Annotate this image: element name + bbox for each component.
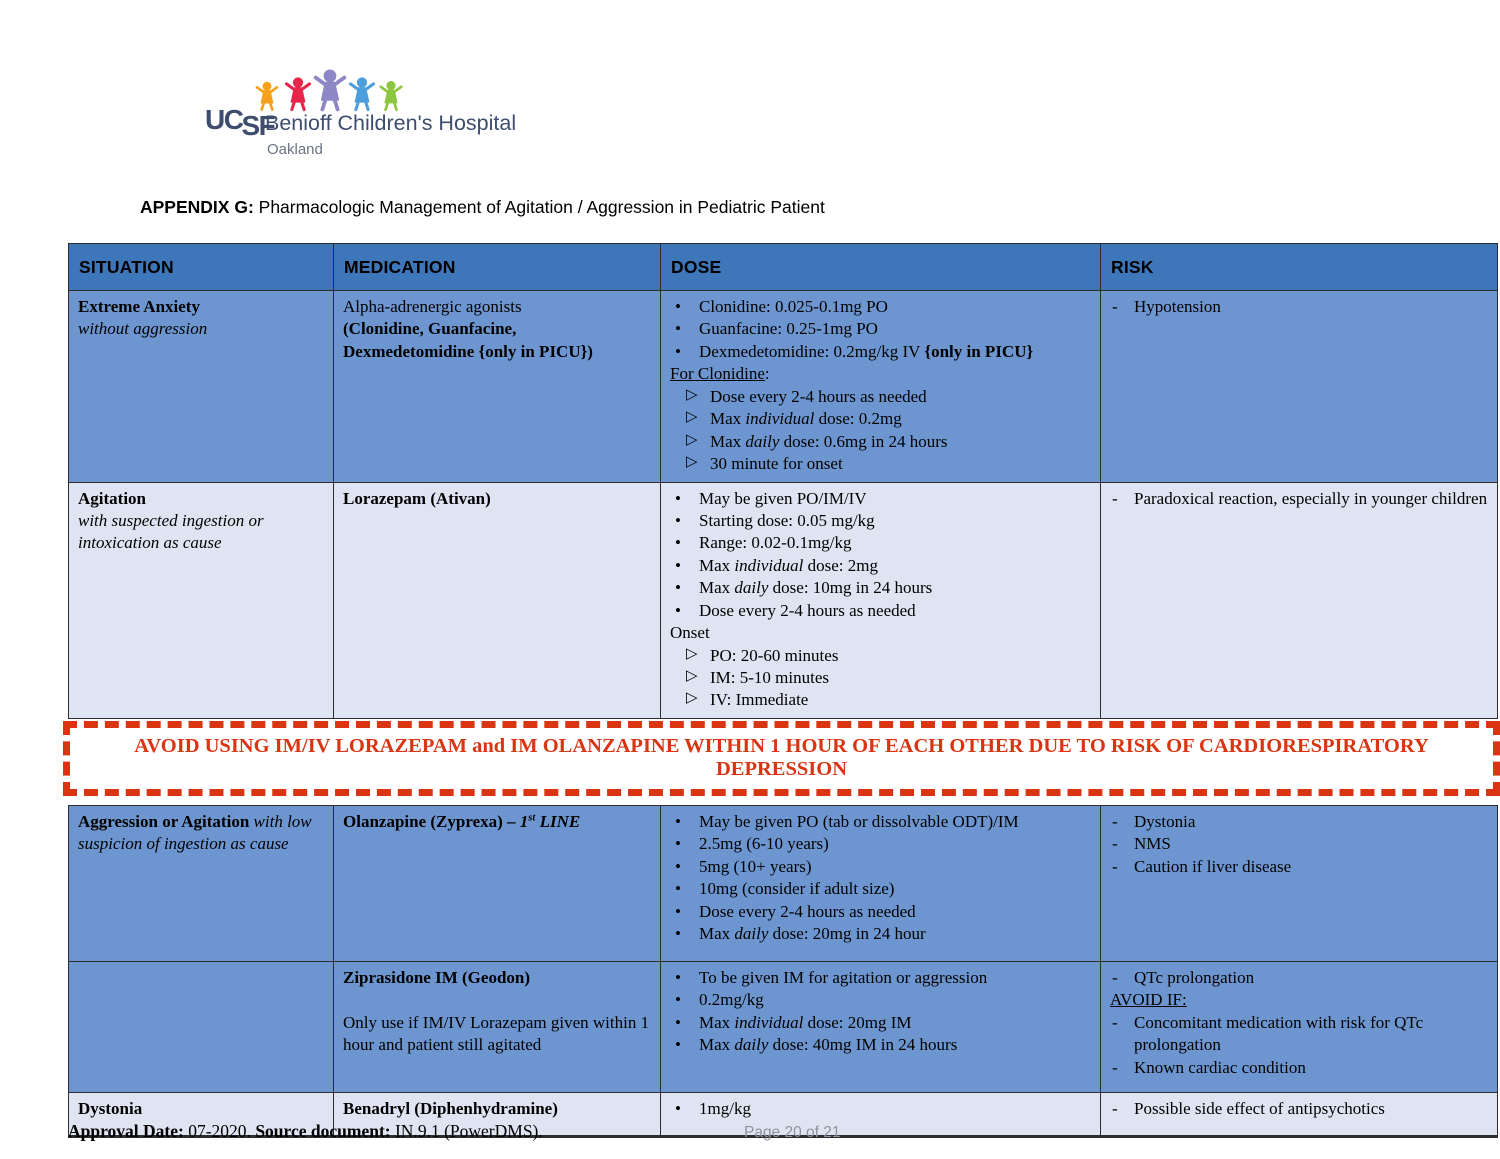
list-text: Guanfacine: 0.25-1mg PO <box>699 319 878 339</box>
warning-banner <box>63 721 1500 796</box>
list-text: Max daily dose: 20mg in 24 hour <box>699 924 926 944</box>
page-indicator: Page 20 of 21 <box>744 1124 841 1141</box>
list-text: Max individual dose: 0.2mg <box>710 409 902 429</box>
risk-cell <box>1101 1092 1498 1136</box>
list-item <box>1110 811 1488 833</box>
text-line: without aggression <box>78 319 208 339</box>
header-row <box>69 244 1498 291</box>
list-text: Hypotension <box>1134 297 1221 316</box>
text-line: Alpha-adrenergic agonists <box>343 297 522 316</box>
situation-cell <box>69 291 334 483</box>
list-item <box>670 923 1091 945</box>
child-figure-icon <box>350 77 373 109</box>
bullet-icon: • <box>675 297 681 316</box>
list-text: Dose every 2-4 hours as needed <box>699 901 916 921</box>
dash-icon: - <box>1112 811 1118 831</box>
arrow-icon: ▷ <box>686 386 698 403</box>
list-item <box>670 363 1091 385</box>
bullet-icon: • <box>675 856 681 876</box>
table-row <box>69 805 1498 961</box>
dash-icon: - <box>1112 297 1118 316</box>
dose-cell <box>661 1092 1101 1136</box>
list-item <box>670 645 1091 667</box>
list-item <box>670 577 1091 599</box>
list-text: Starting dose: 0.05 mg/kg <box>699 510 875 530</box>
bullet-icon: • <box>675 555 681 575</box>
ucsf-sf: SF <box>241 110 275 141</box>
dash-icon: - <box>1112 1057 1118 1077</box>
dose-cell <box>661 805 1101 961</box>
bullet-icon: • <box>675 924 681 944</box>
list-text: 10mg (consider if adult size) <box>699 879 895 899</box>
text-line: with suspected ingestion or intoxication as cause <box>78 510 264 553</box>
list-text: Clonidine: 0.025-0.1mg PO <box>699 297 888 316</box>
list-text: Max daily dose: 10mg in 24 hours <box>699 578 933 598</box>
text-line: Benadryl (Diphenhydramine) <box>343 1098 558 1118</box>
dose-cell <box>661 961 1101 1092</box>
appendix-table <box>68 243 1497 1138</box>
column-header-medication: MEDICATION <box>334 244 661 291</box>
dose-cell <box>661 291 1101 483</box>
list-item <box>1110 833 1488 855</box>
list-item <box>670 967 1091 989</box>
bullet-icon: • <box>675 319 681 339</box>
bullet-icon: • <box>675 834 681 854</box>
list-text: NMS <box>1134 834 1171 854</box>
list-item <box>670 1012 1091 1034</box>
list-text: 0.2mg/kg <box>699 990 764 1010</box>
hospital-name: Benioff Children's Hospital <box>265 111 517 135</box>
arrow-icon: ▷ <box>686 409 698 426</box>
medication-cell <box>334 805 661 961</box>
list-item <box>670 833 1091 855</box>
dose-cell <box>661 482 1101 718</box>
dash-icon: - <box>1112 1098 1118 1118</box>
arrow-icon: ▷ <box>686 645 698 662</box>
source-doc-value: IN.9.1 (PowerDMS). <box>390 1121 543 1141</box>
warning-text: AVOID USING IM/IV LORAZEPAM and IM OLANZAPINE WITHIN 1 HOUR OF EACH OTHER DUE TO RISK OF CARDIORESPIRATORY DEPRESSION <box>134 734 1429 780</box>
bullet-icon: • <box>675 879 681 899</box>
list-item <box>670 989 1091 1011</box>
list-text: Max daily dose: 0.6mg in 24 hours <box>710 431 948 451</box>
list-item <box>670 386 1091 408</box>
list-text: Dose every 2-4 hours as needed <box>699 600 916 620</box>
medication-cell <box>334 961 661 1092</box>
approval-date-label: Approval Date: <box>68 1121 184 1141</box>
text-line: Olanzapine (Zyprexa) – 1st LINE <box>343 811 581 831</box>
list-text: 30 minute for onset <box>710 454 843 474</box>
text-line: Agitation <box>78 488 146 508</box>
list-item <box>670 408 1091 430</box>
list-item <box>670 689 1091 711</box>
list-text: Paradoxical reaction, especially in younger children <box>1134 488 1488 508</box>
list-text: Max individual dose: 20mg IM <box>699 1012 912 1032</box>
bullet-icon: • <box>675 510 681 530</box>
ucsf-uc: UC <box>205 104 243 135</box>
bullet-icon: • <box>675 1035 681 1055</box>
warning-banner-box <box>63 721 1500 796</box>
list-text: Range: 0.02-0.1mg/kg <box>699 533 852 553</box>
table-row <box>69 291 1498 483</box>
medication-cell <box>334 482 661 718</box>
text-line: Ziprasidone IM (Geodon) <box>343 967 531 987</box>
list-item <box>670 856 1091 878</box>
list-item <box>670 901 1091 923</box>
bullet-icon: • <box>675 488 681 508</box>
text-line: Dystonia <box>78 1098 143 1118</box>
list-item <box>670 1034 1091 1056</box>
list-item <box>1110 1012 1488 1057</box>
list-item <box>670 296 1091 318</box>
list-item <box>670 600 1091 622</box>
risk-cell <box>1101 291 1498 483</box>
table-row <box>69 961 1498 1092</box>
list-item <box>670 318 1091 340</box>
arrow-icon: ▷ <box>686 431 698 448</box>
list-item <box>670 431 1091 453</box>
children-figures <box>253 64 408 114</box>
bullet-icon: • <box>675 533 681 553</box>
list-item <box>1110 989 1488 1011</box>
list-text: Concomitant medication with risk for QTc prolongation <box>1134 1012 1424 1055</box>
approval-date-value: 07-2020. <box>183 1121 256 1141</box>
list-text: PO: 20-60 minutes <box>710 645 839 665</box>
list-text: IM: 5-10 minutes <box>710 668 829 687</box>
list-item <box>670 453 1091 475</box>
child-figure-icon <box>316 69 345 109</box>
list-text: 5mg (10+ years) <box>699 856 812 876</box>
child-figure-icon <box>381 81 401 110</box>
column-header-dose: DOSE <box>661 244 1101 291</box>
hospital-campus: Oakland <box>267 141 323 158</box>
list-item <box>670 555 1091 577</box>
list-item <box>670 532 1091 554</box>
bullet-icon: • <box>675 1012 681 1032</box>
table-lower <box>68 805 1498 1138</box>
list-item <box>1110 967 1488 989</box>
hospital-logo <box>205 64 545 168</box>
text-line: Aggression or Agitation with low suspicion of ingestion as cause <box>78 811 312 854</box>
bullet-icon: • <box>675 967 681 987</box>
list-item <box>670 510 1091 532</box>
text-line: Dexmedetomidine {only in PICU}) <box>343 341 593 361</box>
list-text: Dystonia <box>1134 811 1196 831</box>
situation-cell <box>69 482 334 718</box>
list-item <box>670 622 1091 644</box>
risk-cell <box>1101 805 1498 961</box>
list-item <box>1110 1098 1488 1120</box>
list-item <box>1110 488 1488 510</box>
list-text: IV: Immediate <box>710 690 809 710</box>
child-figure-icon <box>286 77 309 109</box>
list-text: Max daily dose: 40mg IM in 24 hours <box>699 1035 958 1055</box>
list-text: May be given PO (tab or dissolvable ODT)/IM <box>699 811 1019 831</box>
column-header-situation: SITUATION <box>69 244 334 291</box>
list-text: Known cardiac condition <box>1134 1057 1306 1077</box>
list-text: For Clonidine: <box>670 364 770 384</box>
list-item <box>1110 296 1488 318</box>
arrow-icon: ▷ <box>686 690 698 707</box>
bullet-icon: • <box>675 578 681 598</box>
arrow-icon: ▷ <box>686 668 698 684</box>
list-text: Dose every 2-4 hours as needed <box>710 386 927 406</box>
dash-icon: - <box>1112 488 1118 508</box>
bullet-icon: • <box>675 341 681 361</box>
list-item <box>1110 1057 1488 1079</box>
bullet-icon: • <box>675 990 681 1010</box>
source-doc-label: Source document: <box>255 1121 391 1141</box>
dash-icon: - <box>1112 967 1118 987</box>
risk-cell <box>1101 482 1498 718</box>
list-text: Max individual dose: 2mg <box>699 555 878 575</box>
bullet-icon: • <box>675 1098 681 1118</box>
situation-cell <box>69 805 334 961</box>
bullet-icon: • <box>675 901 681 921</box>
dash-icon: - <box>1112 856 1118 876</box>
list-item <box>1110 856 1488 878</box>
approval-footer <box>68 1121 543 1142</box>
text-line: Extreme Anxiety <box>78 297 200 316</box>
dash-icon: - <box>1112 834 1118 854</box>
arrow-icon: ▷ <box>686 454 698 471</box>
bullet-icon: • <box>675 811 681 831</box>
list-text: 1mg/kg <box>699 1098 751 1118</box>
situation-cell <box>69 961 334 1092</box>
list-item <box>670 878 1091 900</box>
page-title <box>140 197 825 218</box>
list-item <box>670 488 1091 510</box>
text-line <box>343 989 651 1011</box>
list-text: Onset <box>670 623 710 643</box>
medication-cell <box>334 291 661 483</box>
list-text: AVOID IF: <box>1110 990 1187 1010</box>
table-row <box>69 482 1498 718</box>
list-item <box>670 341 1091 363</box>
bullet-icon: • <box>675 600 681 620</box>
list-text: Dexmedetomidine: 0.2mg/kg IV {only in PICU} <box>699 341 1034 361</box>
list-item <box>670 667 1091 689</box>
risk-cell <box>1101 961 1498 1092</box>
text-line: Lorazepam (Ativan) <box>343 488 491 508</box>
list-text: Caution if liver disease <box>1134 856 1292 876</box>
column-header-risk: RISK <box>1101 244 1498 291</box>
list-item <box>670 811 1091 833</box>
list-text: 2.5mg (6-10 years) <box>699 834 829 854</box>
list-text: Possible side effect of antipsychotics <box>1134 1098 1385 1118</box>
text-line: Only use if IM/IV Lorazepam given within 1 hour and patient still agitated <box>343 1012 650 1055</box>
dash-icon: - <box>1112 1012 1118 1032</box>
appendix-label: APPENDIX G: <box>140 197 254 217</box>
list-text: May be given PO/IM/IV <box>699 488 867 508</box>
list-item <box>670 1098 1091 1120</box>
table-upper <box>68 243 1498 719</box>
list-text: QTc prolongation <box>1134 967 1255 987</box>
list-text: To be given IM for agitation or aggression <box>699 967 988 987</box>
text-line: (Clonidine, Guanfacine, <box>343 319 517 339</box>
appendix-text: Pharmacologic Management of Agitation / Aggression in Pediatric Patient <box>253 197 825 217</box>
